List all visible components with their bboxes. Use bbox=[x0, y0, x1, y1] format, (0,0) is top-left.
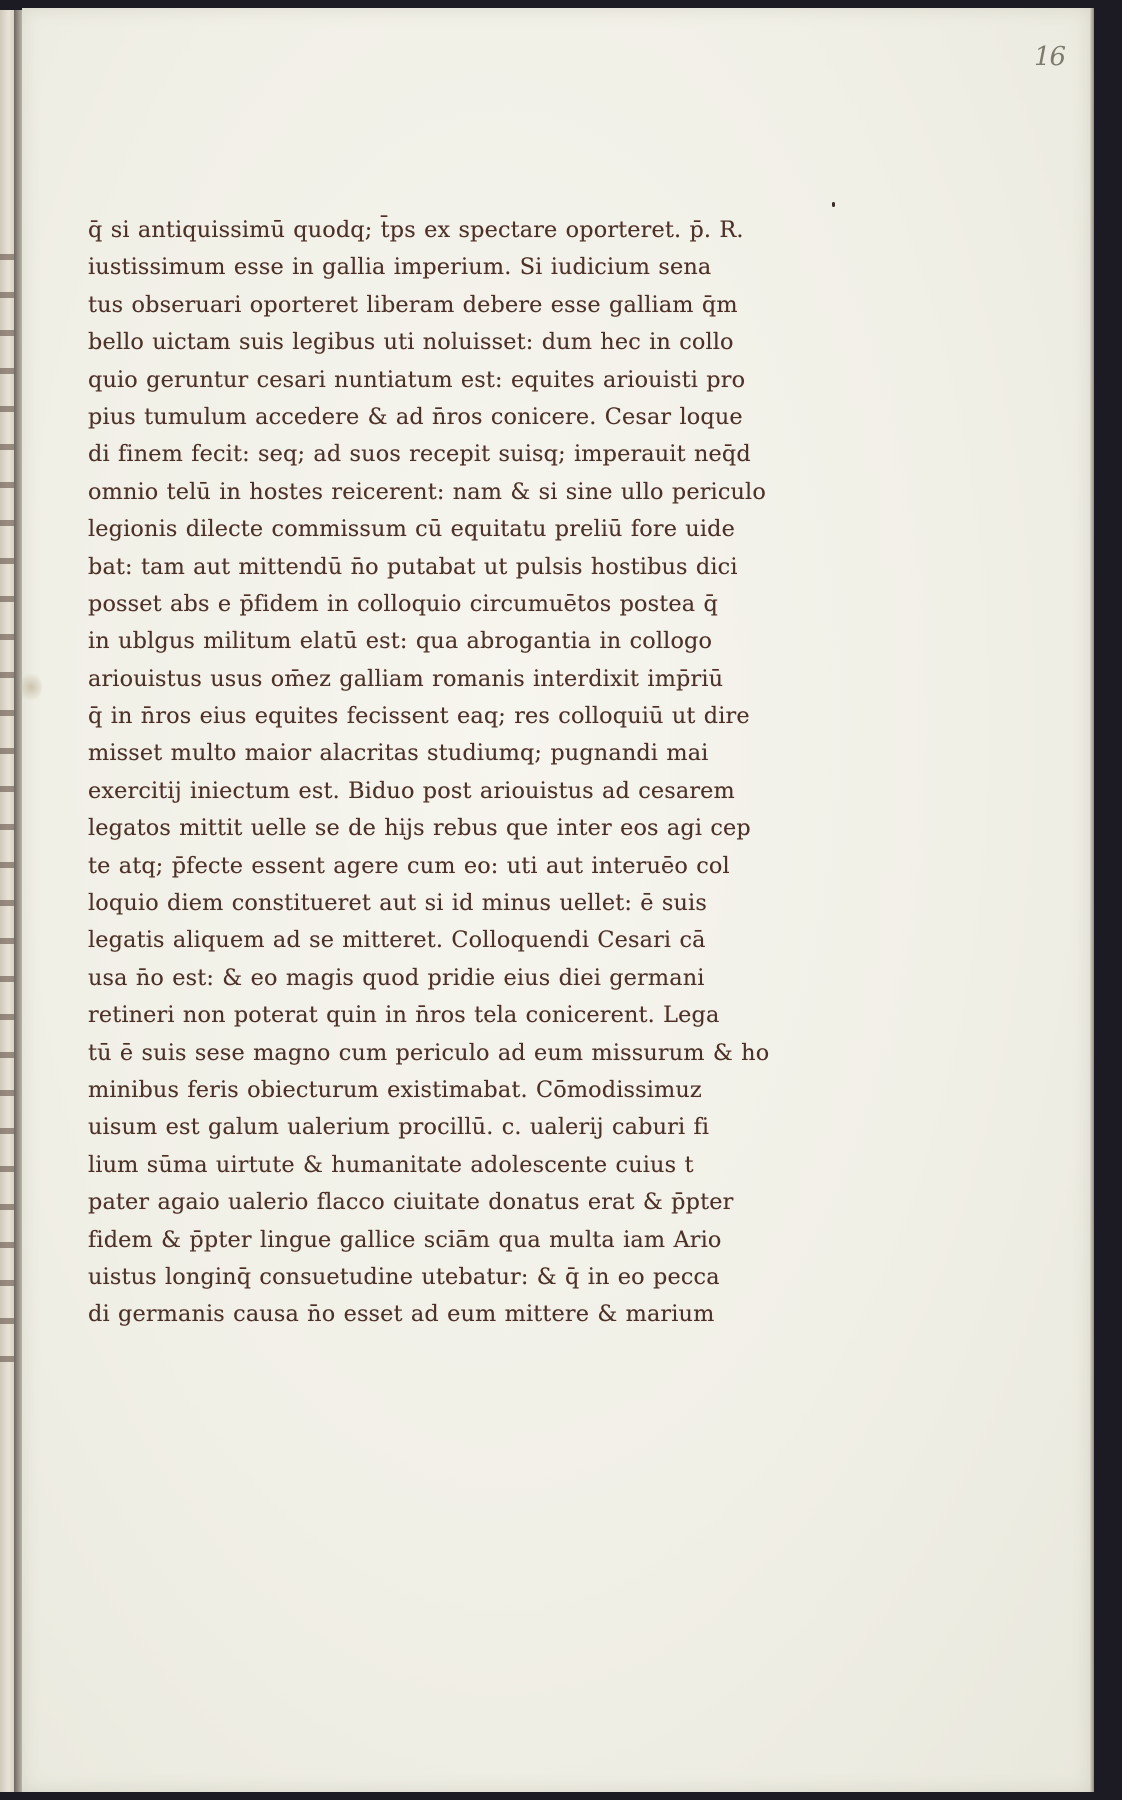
text-line: uistus longinq̄ consuetudine utebatur: & q̄ in eo pecca bbox=[88, 1263, 720, 1290]
text-line: lium sūma uirtute & humanitate adolescente cuius t bbox=[88, 1151, 694, 1178]
text-line: pius tumulum accedere & ad n̄ros conicere. Cesar loque bbox=[88, 403, 743, 430]
folio-edge bbox=[1090, 8, 1094, 1792]
text-line: loquio diem constitueret aut si id minus uellet: ē suis bbox=[88, 890, 707, 917]
text-line: di germanis causa n̄o esset ad eum mittere & marium bbox=[88, 1301, 715, 1328]
text-line: iustissimum esse in gallia imperium. Si iudicium sena bbox=[88, 254, 712, 281]
text-line: omnio telū in hostes reicerent: nam & si sine ullo periculo bbox=[88, 478, 766, 505]
text-block bbox=[88, 212, 828, 1334]
text-line: tū ē suis sese magno cum periculo ad eum missurum & ho bbox=[88, 1039, 770, 1066]
text-line: pater agaio ualerio flacco ciuitate donatus erat & p̄pter bbox=[88, 1189, 734, 1216]
text-line: legatos mittit uelle se de hijs rebus que inter eos agi cep bbox=[88, 815, 751, 842]
text-line: uisum est galum ualerium procillū. c. ualerij caburi fi bbox=[88, 1114, 710, 1141]
text-line: bat: tam aut mittendū n̄o putabat ut pulsis hostibus dici bbox=[88, 553, 738, 580]
text-line: usa n̄o est: & eo magis quod pridie eius diei germani bbox=[88, 964, 705, 991]
text-line: legatis aliquem ad se mitteret. Colloquendi Cesari cā bbox=[88, 927, 706, 954]
folio-number: 16 bbox=[1034, 42, 1066, 72]
ink-mark bbox=[832, 202, 835, 207]
text-line: misset multo maior alacritas studiumq; pugnandi mai bbox=[88, 740, 709, 767]
text-line: exercitij iniectum est. Biduo post ariouistus ad cesarem bbox=[88, 777, 735, 804]
text-line: retineri non poterat quin in n̄ros tela conicerent. Lega bbox=[88, 1002, 720, 1029]
text-line: di finem fecit: seq; ad suos recepit suisq; imperauit neq̄d bbox=[88, 441, 751, 468]
facing-page-text-fragments bbox=[0, 240, 14, 1390]
text-line: quio geruntur cesari nuntiatum est: equites ariouisti pro bbox=[88, 366, 746, 393]
text-line: te atq; p̄fecte essent agere cum eo: uti aut interuēo col bbox=[88, 852, 730, 879]
text-line: bello uictam suis legibus uti noluisset: dum hec in collo bbox=[88, 329, 734, 356]
text-line: legionis dilecte commissum cū equitatu preliū fore uide bbox=[88, 516, 735, 543]
text-line: ariouistus usus om̄ez galliam romanis interdixit imp̄riū bbox=[88, 665, 724, 692]
parchment-stain bbox=[20, 672, 42, 702]
text-line: posset abs e p̄fidem in colloquio circumuētos postea q̄ bbox=[88, 590, 718, 617]
text-line: in ublgus militum elatū est: qua abrogantia in collogo bbox=[88, 628, 713, 655]
facing-page-edge bbox=[0, 10, 14, 1792]
text-line: tus obseruari oporteret liberam debere esse galliam q̄m bbox=[88, 291, 738, 318]
text-line: minibus feris obiecturum existimabat. Cōmodissimuz bbox=[88, 1076, 702, 1103]
text-line: q̄ in n̄ros eius equites fecissent eaq; res colloquiū ut dire bbox=[88, 703, 750, 730]
text-line: fidem & p̄pter lingue gallice sciām qua multa iam Ario bbox=[88, 1226, 722, 1253]
binding-gutter bbox=[14, 10, 22, 1792]
text-line: q̄ si antiquissimū quodq; t̄ps ex spectare oporteret. p̄. R. bbox=[88, 217, 744, 243]
